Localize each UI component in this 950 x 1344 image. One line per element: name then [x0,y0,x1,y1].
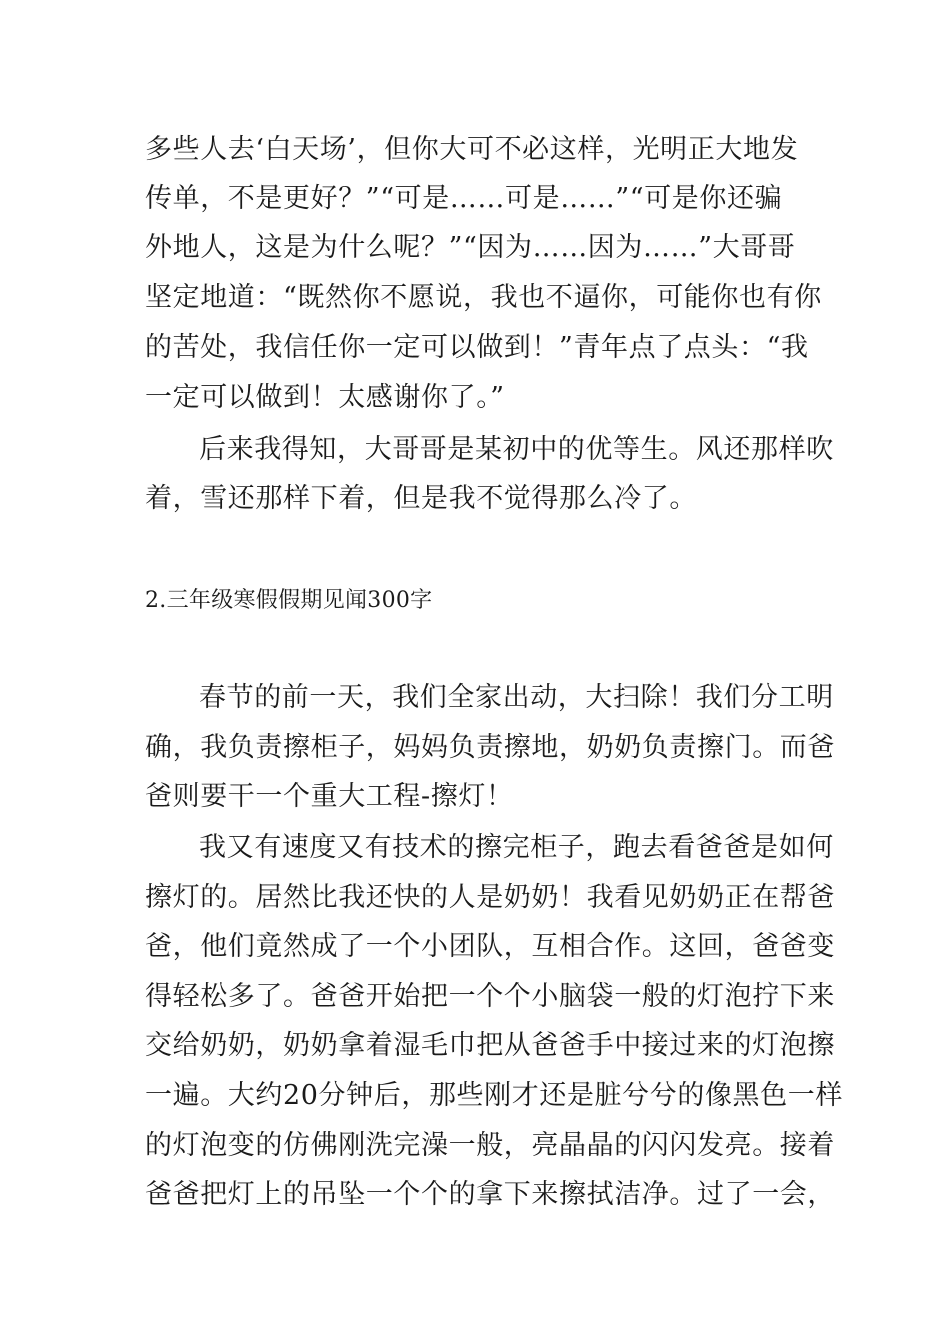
paragraph-line: 一定可以做到！太感谢你了。” [145,382,505,413]
paragraph-line: 爸则要干一个重大工程-擦灯！ [145,781,514,812]
paragraph-line: 后来我得知，大哥哥是某初中的优等生。风还那样吹 [199,434,834,465]
paragraph-line: 多些人去‘白天场’，但你大可不必这样，光明正大地发 [145,134,799,165]
paragraph-line: 春节的前一天，我们全家出动，大扫除！我们分工明 [199,682,834,713]
paragraph-line: 的苦处，我信任你一定可以做到！”青年点了点头：“我 [145,332,809,363]
paragraph-line: 着，雪还那样下着，但是我不觉得那么冷了。 [145,483,697,514]
paragraph-line: 爸，他们竟然成了一个小团队，互相合作。这回，爸爸变 [145,931,835,962]
paragraph-line: 的灯泡变的仿佛刚洗完澡一般，亮晶晶的闪闪发亮。接着 [145,1130,835,1161]
paragraph-line: 外地人，这是为什么呢？”“因为……因为……”大哥哥 [145,232,796,263]
paragraph-line: 擦灯的。居然比我还快的人是奶奶！我看见奶奶正在帮爸 [145,882,835,913]
section-heading: 2.三年级寒假假期见闻300字 [145,588,433,613]
paragraph-line: 确，我负责擦柜子，妈妈负责擦地，奶奶负责擦门。而爸 [145,732,835,763]
paragraph-line: 得轻松多了。爸爸开始把一个个小脑袋一般的灯泡拧下来 [145,981,835,1012]
paragraph-line: 坚定地道：“既然你不愿说，我也不逼你，可能你也有你 [145,282,822,313]
paragraph-line: 我又有速度又有技术的擦完柜子，跑去看爸爸是如何 [199,832,834,863]
paragraph-line: 传单，不是更好？”“可是……可是……”“可是你还骗 [145,183,783,214]
paragraph-line: 一遍。大约20分钟后，那些刚才还是脏兮兮的像黑色一样 [145,1080,843,1111]
paragraph-line: 交给奶奶，奶奶拿着湿毛巾把从爸爸手中接过来的灯泡擦 [145,1030,835,1061]
paragraph-line: 爸爸把灯上的吊坠一个个的拿下来擦拭洁净。过了一会， [145,1179,835,1210]
